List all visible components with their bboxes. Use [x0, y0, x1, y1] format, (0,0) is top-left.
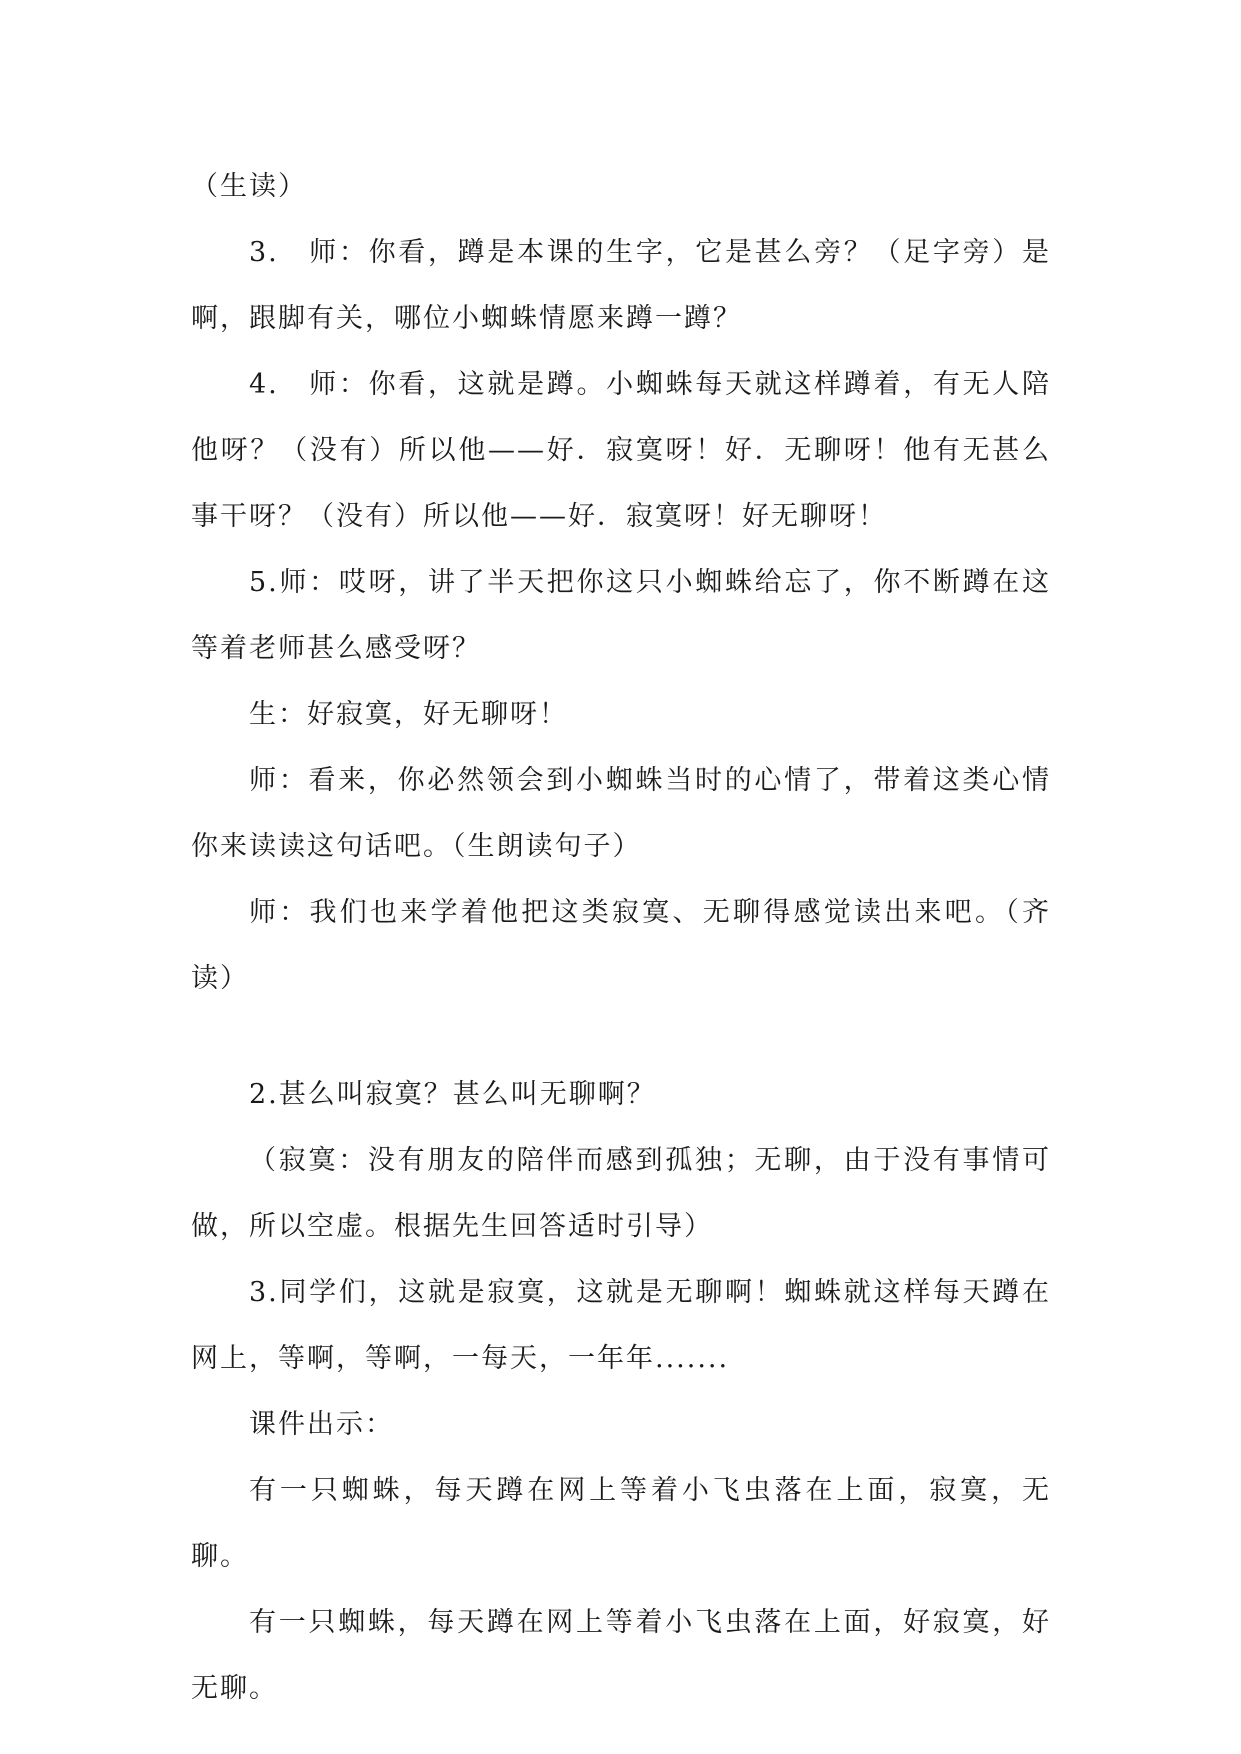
paragraph: 有一只蜘蛛，每天蹲在网上等着小飞虫落在上面，寂寞，无聊。 — [191, 1475, 1051, 1572]
paragraph: （寂寞：没有朋友的陪伴而感到孤独；无聊，由于没有事情可做，所以空虚。根据先生回答适时引导） — [191, 1145, 1051, 1242]
paragraph: 5.师：哎呀，讲了半天把你这只小蜘蛛给忘了，你不断蹲在这等着老师甚么感受呀？ — [191, 567, 1051, 664]
paragraph: 师：我们也来学着他把这类寂寞、无聊得感觉读出来吧。（齐读） — [191, 897, 1051, 994]
paragraph: 3.同学们，这就是寂寞，这就是无聊啊！蜘蛛就这样每天蹲在网上，等啊，等啊，一每天，一年年....... — [191, 1277, 1051, 1374]
paragraph: 2.甚么叫寂寞？甚么叫无聊啊？ — [249, 1079, 656, 1110]
paragraph-spacer — [191, 1012, 1051, 1062]
paragraph: 课件出示： — [249, 1409, 394, 1440]
paragraph: 生：好寂寞，好无聊呀！ — [249, 699, 568, 730]
document-body — [191, 154, 1051, 1722]
paragraph: （生读） — [191, 171, 307, 202]
paragraph: 有一只蜘蛛，每天蹲在网上等着小飞虫落在上面，好寂寞，好无聊。 — [191, 1607, 1051, 1704]
paragraph: 4. 师：你看，这就是蹲。小蜘蛛每天就这样蹲着，有无人陪他呀？（没有）所以他——好．寂寞呀！好．无聊呀！他有无甚么事干呀？（没有）所以他——好．寂寞呀！好无聊呀！ — [191, 369, 1051, 532]
paragraph: 3. 师：你看，蹲是本课的生字，它是甚么旁？（足字旁）是啊，跟脚有关，哪位小蜘蛛情愿来蹲一蹲？ — [191, 237, 1051, 334]
paragraph: 师：看来，你必然领会到小蜘蛛当时的心情了，带着这类心情你来读读这句话吧。（生朗读句子） — [191, 765, 1051, 862]
